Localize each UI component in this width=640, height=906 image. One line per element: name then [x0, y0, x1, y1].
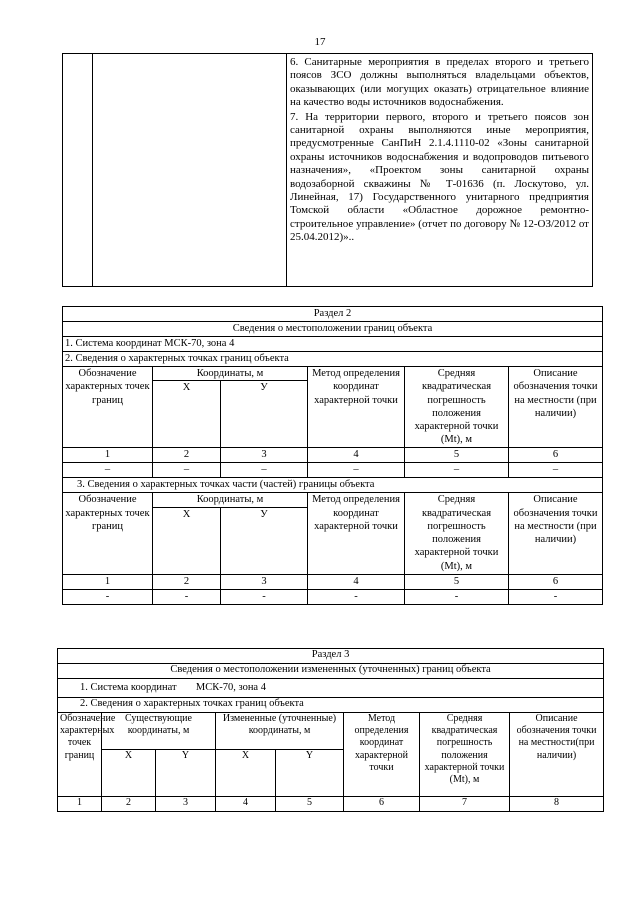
s2-header-x: Х	[153, 381, 221, 448]
s3-num-cell: 4	[216, 797, 276, 812]
s2-parts-header-designation: Обозначение характерных точек границ	[63, 493, 153, 574]
s2-parts-cell: -	[509, 589, 603, 604]
s2-parts-num-cell: 5	[405, 574, 509, 589]
section3-coord-system-label: 1. Система координат	[80, 681, 177, 693]
s2-parts-header-x: Х	[153, 507, 221, 574]
s2-parts-header-description: Описание обозначения точки на местности (при наличии)	[509, 493, 603, 574]
s3-num-cell: 3	[156, 797, 216, 812]
section2-title: Раздел 2	[63, 307, 603, 322]
section2-coord-system: 1. Система координат МСК-70, зона 4	[63, 337, 603, 352]
s3-num-cell: 2	[102, 797, 156, 812]
s2-parts-header-coords: Координаты, м	[153, 493, 308, 507]
s3-num-cell: 5	[276, 797, 344, 812]
s2-header-designation: Обозначение характерных точек границ	[63, 367, 153, 448]
s2-parts-num-cell: 6	[509, 574, 603, 589]
s2-num-cell: 5	[405, 448, 509, 463]
s2-num-cell: 4	[308, 448, 405, 463]
s2-points-cell: –	[509, 463, 603, 478]
s3-header-description: Описание обозначения точки на местности(при наличии)	[510, 713, 604, 797]
s2-parts-cell: -	[63, 589, 153, 604]
s2-points-cell: –	[308, 463, 405, 478]
s3-num-cell: 1	[58, 797, 102, 812]
section3-points-title: 2. Сведения о характерных точках границ объекта	[58, 698, 604, 713]
page-number: 17	[314, 36, 326, 48]
s2-points-cell: –	[221, 463, 308, 478]
s2-parts-num-cell: 1	[63, 574, 153, 589]
s3-num-cell: 8	[510, 797, 604, 812]
s2-header-y: У	[221, 381, 308, 448]
s2-header-description: Описание обозначения точки на местности (при наличии)	[509, 367, 603, 448]
s3-header-designation: Обозначение характерных точек границ	[58, 713, 102, 797]
s3-num-cell: 7	[420, 797, 510, 812]
section3-coord-system-value: МСК-70, зона 4	[195, 681, 266, 693]
section3-title: Раздел 3	[58, 649, 604, 664]
s2-header-error: Средняя квадратическая погрешность положения характерной точки (Mt), м	[405, 367, 509, 448]
s3-header-existing: Существующие координаты, м	[102, 713, 216, 750]
s3-header-x-changed: X	[216, 750, 276, 797]
s3-header-y-existing: Y	[156, 750, 216, 797]
section3-subtitle: Сведения о местоположении измененных (уточненных) границ объекта	[58, 664, 604, 679]
s2-parts-cell: -	[153, 589, 221, 604]
s3-header-method: Метод определения координат характерной точки	[344, 713, 420, 797]
s2-parts-num-cell: 2	[153, 574, 221, 589]
s2-parts-header-y: У	[221, 507, 308, 574]
section2-points-title: 2. Сведения о характерных точках границ объекта	[63, 352, 603, 367]
s2-parts-cell: -	[405, 589, 509, 604]
s3-num-cell: 6	[344, 797, 420, 812]
s2-parts-num-cell: 3	[221, 574, 308, 589]
s3-header-error: Средняя квадратическая погрешность положения характерной точки (Mt), м	[420, 713, 510, 797]
s2-parts-header-error: Средняя квадратическая погрешность положения характерной точки (Mt), м	[405, 493, 509, 574]
s2-header-method: Метод определения координат характерной точки	[308, 367, 405, 448]
measure-item-7: 7. На территории первого, второго и третьего поясов зон санитарной охраны выполняются иные мероприятия, предусмотренные СанПиН 2.1.4.1110-02 «Зоны санитарной охраны источников водоснабжения и водопроводов питьевого назначения», «Проектом зоны санитарной охраны водозаборной скважины № Т-01636 (п. Лоскутово, ул. Линейная, 17) Государственного унитарного предприятия Томской области «Областное дорожное ремонтно-строительное управление» (отчет по договору № 12-ОЗ/2012 от 25.04.2012)»..	[290, 110, 589, 244]
section2-table	[62, 306, 603, 605]
s2-parts-num-cell: 4	[308, 574, 405, 589]
section2-parts-title: 3. Сведения о характерных точках части (частей) границы объекта	[63, 478, 603, 493]
s2-num-cell: 3	[221, 448, 308, 463]
section2-subtitle: Сведения о местоположении границ объекта	[63, 322, 603, 337]
s2-parts-cell: -	[308, 589, 405, 604]
measures-cell-content	[287, 54, 593, 287]
s2-num-cell: 2	[153, 448, 221, 463]
s3-header-changed: Измененные (уточненные) координаты, м	[216, 713, 344, 750]
section3-table	[57, 648, 604, 812]
measure-item-6: 6. Санитарные мероприятия в пределах второго и третьего поясов ЗСО должны выполняться владельцами объектов, оказывающих (или могущих оказать) отрицательное влияние на качество воды источников водоснабжения.	[290, 56, 589, 109]
s2-num-cell: 6	[509, 448, 603, 463]
measures-cell-name	[93, 54, 287, 287]
s3-header-x-existing: X	[102, 750, 156, 797]
section3-coord-system	[58, 679, 604, 698]
s3-header-y-changed: Y	[276, 750, 344, 797]
s2-points-cell: –	[153, 463, 221, 478]
measures-table	[62, 53, 593, 287]
s2-points-cell: –	[405, 463, 509, 478]
s2-parts-cell: -	[221, 589, 308, 604]
measures-cell-number	[63, 54, 93, 287]
s2-parts-header-method: Метод определения координат характерной точки	[308, 493, 405, 574]
s2-points-cell: –	[63, 463, 153, 478]
s2-header-coords: Координаты, м	[153, 367, 308, 381]
s2-num-cell: 1	[63, 448, 153, 463]
